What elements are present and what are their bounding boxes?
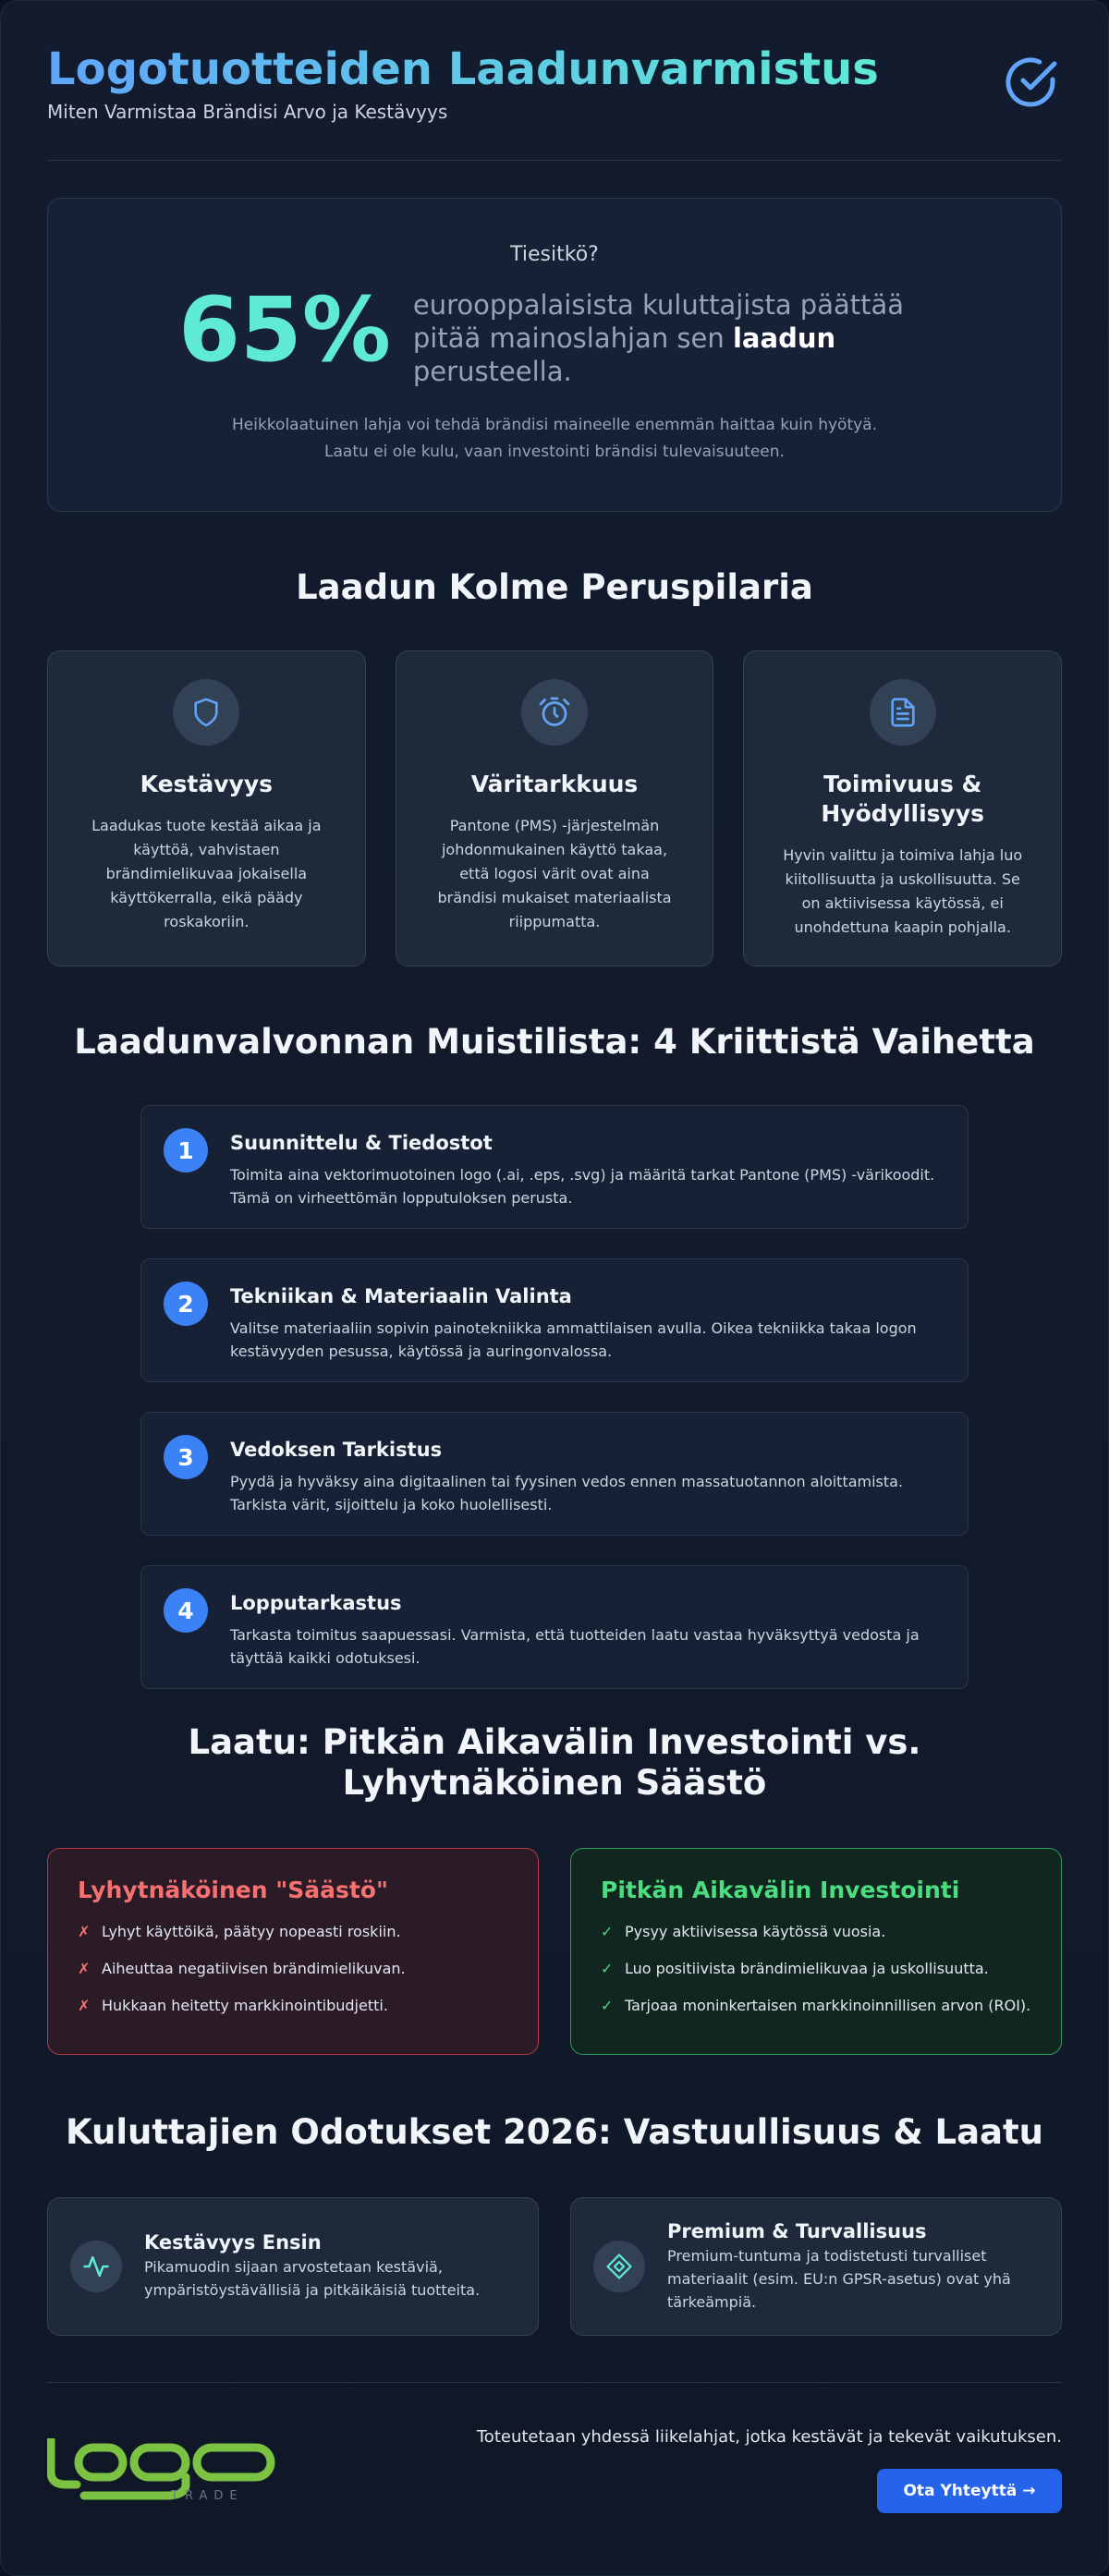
list-item bbox=[601, 1922, 1031, 1942]
long-term-list bbox=[601, 1922, 1031, 2016]
pillar-text: Laadukas tuote kestää aikaa ja käyttöä, vahvistaen brändimielikuvaa jokaisella käyttökerralla, eikä päädy roskakoriin. bbox=[91, 817, 322, 930]
stat-card bbox=[47, 198, 1062, 512]
list-item bbox=[78, 1959, 508, 1979]
footer-right bbox=[477, 2427, 1062, 2513]
shield-icon bbox=[173, 679, 239, 746]
step-title: Vedoksen Tarkistus bbox=[230, 1439, 443, 1461]
checklist-title: Laadunvalvonnan Muistilista: 4 Kriittistä Vaihetta bbox=[74, 1022, 1035, 1062]
step-number: 3 bbox=[164, 1435, 208, 1479]
expectation-title: Kestävyys Ensin bbox=[144, 2231, 322, 2254]
page-title: Logotuotteiden Laadunvarmistus bbox=[47, 43, 879, 95]
expectation-body bbox=[144, 2231, 516, 2302]
pillar-card bbox=[743, 650, 1062, 966]
pillars-title: Laadun Kolme Peruspilaria bbox=[296, 567, 813, 607]
header-divider bbox=[47, 160, 1062, 161]
step-title: Lopputarkastus bbox=[230, 1592, 402, 1614]
checklist-step bbox=[140, 1105, 969, 1229]
footer-text: Toteutetaan yhdessä liikelahjat, jotka kestävät ja tekevät vaikutuksen. bbox=[476, 2427, 1062, 2447]
cross-icon: ✗ bbox=[78, 1923, 91, 1940]
checklist-step bbox=[140, 1565, 969, 1689]
step-body bbox=[230, 1128, 945, 1228]
logo-subtext: TRADE bbox=[171, 2489, 244, 2503]
expectation-title: Premium & Turvallisuus bbox=[667, 2219, 927, 2242]
checklist-step bbox=[140, 1412, 969, 1536]
stat-row bbox=[48, 279, 1061, 388]
list-item bbox=[601, 1996, 1031, 2016]
stat-text bbox=[413, 288, 931, 388]
pillar-text: Hyvin valittu ja toimiva lahja luo kiitollisuutta ja uskollisuutta. Se on aktiivisessa käytössä, ei unohdettuna kaapin pohjalla. bbox=[783, 846, 1023, 936]
check-icon: ✓ bbox=[601, 1923, 614, 1940]
step-text: Tarkasta toimitus saapuessasi. Varmista, että tuotteiden laatu vastaa hyväksyttyä vedosta ja täyttää kaikki odotuksesi. bbox=[230, 1626, 920, 1667]
stat-text-bold: laadun bbox=[732, 322, 836, 354]
step-body bbox=[230, 1282, 945, 1381]
expectations bbox=[47, 2197, 1062, 2336]
stat-note-line: Laatu ei ole kulu, vaan investointi brändisi tulevaisuuteen. bbox=[324, 443, 785, 461]
stat-text-before: eurooppalaisista kuluttajista päättää pitää mainoslahjan sen bbox=[412, 289, 905, 354]
comparison bbox=[47, 1848, 1062, 2055]
list-item-text: Tarjoaa moninkertaisen markkinoinnillisen arvon (ROI). bbox=[625, 1997, 1031, 2014]
short-term-title: Lyhytnäköinen "Säästö" bbox=[78, 1877, 388, 1903]
short-term-box bbox=[47, 1848, 539, 2055]
check-icon: ✓ bbox=[601, 1997, 614, 2014]
expectation-text: Pikamuodin sijaan arvostetaan kestäviä, ympäristöystävällisiä ja pitkäikäisiä tuotteita. bbox=[144, 2258, 481, 2299]
list-item-text: Luo positiivista brändimielikuvaa ja uskollisuutta. bbox=[625, 1960, 989, 1977]
short-term-list bbox=[78, 1922, 508, 2016]
pulse-icon bbox=[70, 2241, 122, 2292]
pillars bbox=[47, 650, 1062, 966]
step-text: Valitse materiaaliin sopivin painotekniikka ammattilaisen avulla. Oikea tekniikka takaa logon kestävyyden pesussa, käytössä ja auringonvalossa. bbox=[230, 1319, 917, 1360]
check-icon: ✓ bbox=[601, 1960, 614, 1977]
list-item bbox=[78, 1922, 508, 1942]
stat-note-line: Heikkolaatuinen lahja voi tehdä brändisi maineelle enemmän haittaa kuin hyötyä. bbox=[232, 416, 877, 434]
pillar-title: Kestävyys bbox=[140, 771, 274, 797]
stat-text-after: perusteella. bbox=[412, 356, 572, 387]
list-item-text: Aiheuttaa negatiivisen brändimielikuvan. bbox=[102, 1960, 406, 1977]
footer-divider bbox=[47, 2382, 1062, 2383]
list-item bbox=[78, 1996, 508, 2016]
step-number: 4 bbox=[164, 1588, 208, 1633]
document-icon bbox=[870, 679, 936, 746]
step-body bbox=[230, 1588, 945, 1688]
long-term-box bbox=[570, 1848, 1062, 2055]
step-text: Toimita aina vektorimuotoinen logo (.ai, .eps, .svg) ja määritä tarkat Pantone (PMS) -värikoodit. Tämä on virheettömän lopputuloksen perusta. bbox=[230, 1166, 935, 1207]
footer bbox=[47, 2427, 1062, 2513]
expectations-title: Kuluttajien Odotukset 2026: Vastuullisuus & Laatu bbox=[65, 2112, 1044, 2152]
step-title: Tekniikan & Materiaalin Valinta bbox=[230, 1285, 572, 1307]
expectation-text: Premium-tuntuma ja todistetusti turvalliset materiaalit (esim. EU:n GPSR-asetus) ovat yhä tärkeämpiä. bbox=[667, 2246, 1011, 2311]
expectation-body bbox=[667, 2220, 1039, 2314]
step-number: 2 bbox=[164, 1282, 208, 1326]
expectation-card bbox=[570, 2197, 1062, 2336]
checklist-step bbox=[140, 1258, 969, 1382]
pillar-text: Pantone (PMS) -järjestelmän johdonmukainen käyttö takaa, että logosi värit ovat aina brändisi mukaiset materiaalista riippumatta. bbox=[437, 817, 672, 930]
page-subtitle: Miten Varmistaa Brändisi Arvo ja Kestävyys bbox=[47, 101, 448, 123]
pillar-card bbox=[47, 650, 366, 966]
step-title: Suunnittelu & Tiedostot bbox=[230, 1132, 493, 1154]
stat-number: 65% bbox=[178, 278, 391, 382]
cross-icon: ✗ bbox=[78, 1960, 91, 1977]
stat-label: Tiesitkö? bbox=[510, 243, 599, 266]
list-item-text: Pysyy aktiivisessa käytössä vuosia. bbox=[625, 1923, 886, 1940]
checklist-steps bbox=[140, 1105, 969, 1689]
list-item bbox=[601, 1959, 1031, 1979]
step-body bbox=[230, 1435, 945, 1535]
comparison-title: Laatu: Pitkän Aikavälin Investointi vs. Lyhytnäköinen Säästö bbox=[188, 1722, 921, 1803]
long-term-title: Pitkän Aikavälin Investointi bbox=[601, 1877, 960, 1903]
cross-icon: ✗ bbox=[78, 1997, 91, 2014]
pillar-card bbox=[396, 650, 714, 966]
header-text bbox=[47, 43, 879, 123]
list-item-text: Lyhyt käyttöikä, päätyy nopeasti roskiin. bbox=[102, 1923, 401, 1940]
pillar-title: Toimivuus & Hyödyllisyys bbox=[821, 771, 984, 827]
check-circle-icon bbox=[1001, 53, 1060, 112]
pillar-title: Väritarkkuus bbox=[470, 771, 639, 797]
contact-button[interactable]: Ota Yhteyttä → bbox=[877, 2469, 1062, 2513]
palette-icon bbox=[521, 679, 588, 746]
expectation-card bbox=[47, 2197, 539, 2336]
diamond-icon bbox=[593, 2241, 645, 2292]
list-item-text: Hukkaan heitetty markkinointibudjetti. bbox=[102, 1997, 388, 2014]
logotrade-logo[interactable] bbox=[47, 2438, 280, 2503]
step-number: 1 bbox=[164, 1128, 208, 1173]
step-text: Pyydä ja hyväksy aina digitaalinen tai fyysinen vedos ennen massatuotannon aloittamista. Tarkista värit, sijoittelu ja koko huolellisesti. bbox=[230, 1473, 904, 1513]
header bbox=[47, 1, 1062, 123]
stat-note bbox=[48, 412, 1061, 466]
